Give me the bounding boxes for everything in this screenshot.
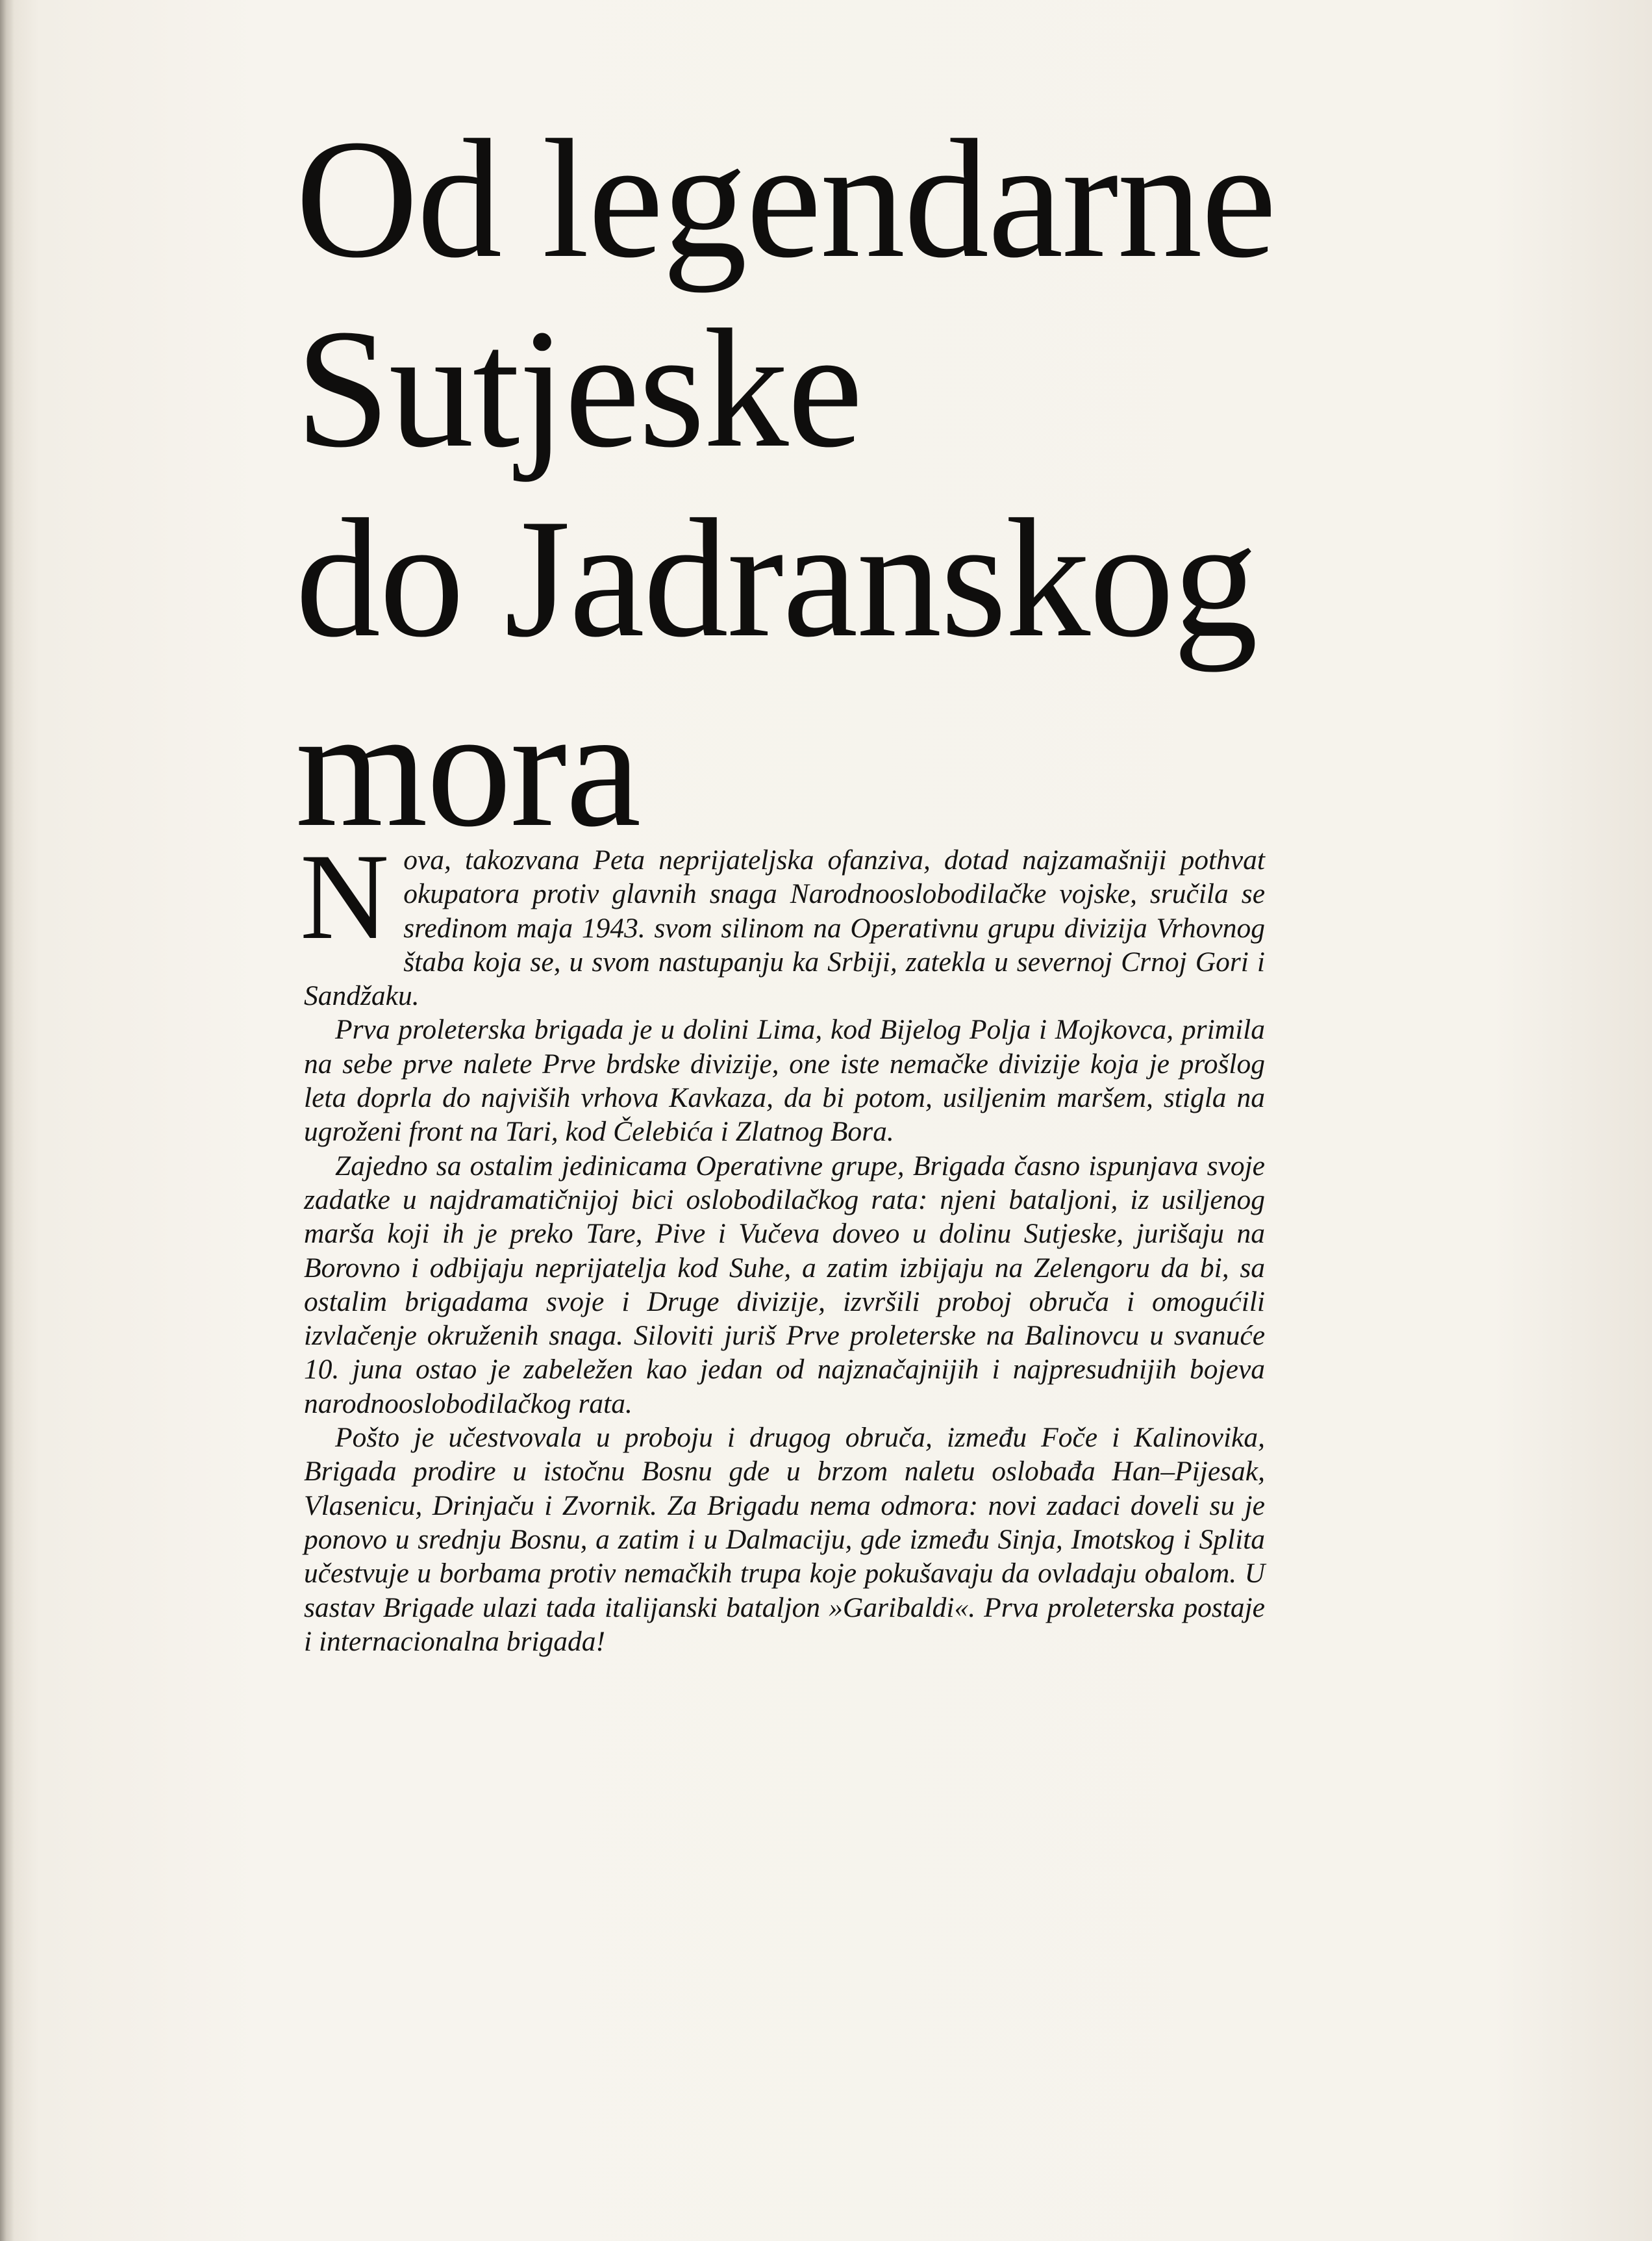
title-line-2: Sutjeske xyxy=(295,294,862,483)
chapter-title xyxy=(295,104,1464,863)
paragraph-4: Pošto je učestvovala u proboju i drugog obruča, između Foče i Kalinovika, Brigada prodire u istočnu Bosnu gde u brzom naletu oslobađa Han–Pijesak, Vlasenicu, Drinjaču i Zvornik. Za Brigadu nema odmora: novi zadaci doveli su je ponovo u srednju Bosnu, a zatim i u Dalmaciju, gde između Sinja, Imotskog i Splita učestvuje u borbama protiv nemačkih trupa koje pokušavaju da ovladaju obalom. U sastav Brigade ulazi tada italijanski bataljon »Garibaldi«. Prva proleterska postaje i internacionalna brigada! xyxy=(304,1422,1265,1657)
title-line-3: do Jadranskog xyxy=(295,484,1257,672)
page-binding-shadow xyxy=(0,0,14,2241)
paragraph-2: Prva proleterska brigada je u dolini Lima, kod Bijelog Polja i Mojkovca, primila na sebe prve nalete Prve brdske divizije, one iste nemačke divizije koja je prošlog leta doprla do najviših vrhova Kavkaza, da bi potom, usiljenim maršem, stigla na ugroženi front na Tari, kod Čelebića i Zlatnog Bora. xyxy=(304,1014,1265,1148)
title-line-4: mora xyxy=(295,674,640,862)
title-line-1: Od legendarne xyxy=(295,105,1275,293)
paragraph-3: Zajedno sa ostalim jedinicama Operativne grupe, Brigada časno ispunjava svoje zadatke u najdramatičnijoj bici oslobodilačkog rata: njeni bataljoni, iz usiljenog marša koji ih je preko Tare, Pive i Vučeva doveo u dolinu Sutjeske, jurišaju na Borovno i odbijaju neprijatelja kod Suhe, a zatim izbijaju na Zelengoru da bi, sa ostalim brigadama svoje i Druge divizije, izvršili proboj obruča i omogućili izvlačenje okruženih snaga. Siloviti juriš Prve proleterske na Balinovcu u svanuće 10. juna ostao je zabeležen kao jedan od najznačajnijih i najpresudnijih bojeva narodnooslobodilačkog rata. xyxy=(304,1150,1265,1419)
drop-cap: N xyxy=(300,829,390,965)
paragraph-1-text: ova, takozvana Peta neprijateljska ofanziva, dotad najzamašniji pothvat okupatora protiv glavnih snaga Narodnooslobodilačke vojske, sručila se sredinom maja 1943. svom silinom na Operativnu grupu divizija Vrhovnog štaba koja se, u svom nastupanju ka Srbiji, zatekla u severnoj Crnoj Gori i Sandžaku. xyxy=(304,844,1265,1012)
article-body xyxy=(300,829,1265,1658)
paragraph-1 xyxy=(300,829,1265,1013)
